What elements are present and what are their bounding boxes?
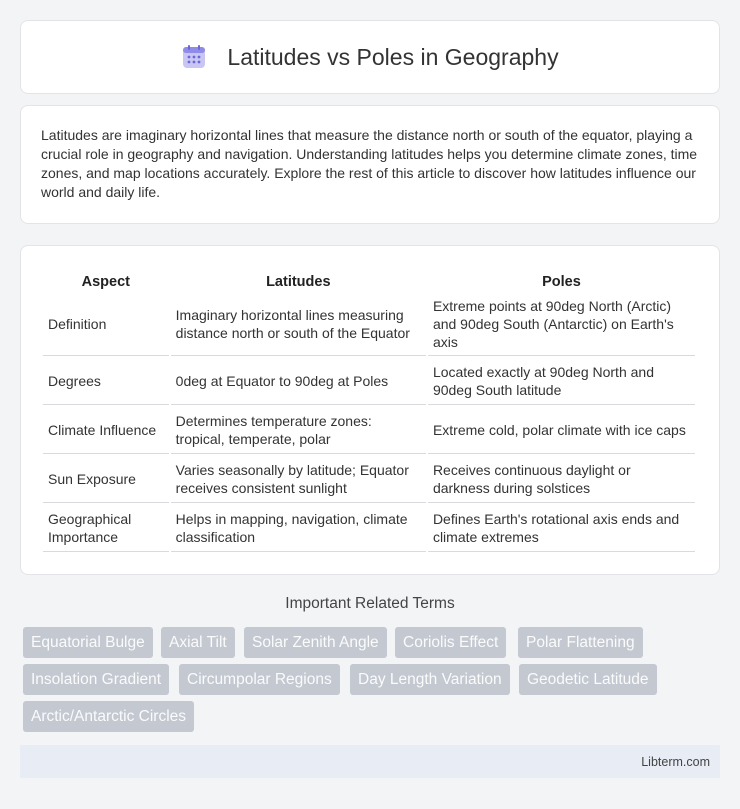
calendar-icon: [181, 44, 207, 70]
related-terms-title: Important Related Terms: [285, 595, 455, 612]
tag-geodetic-latitude[interactable]: Geodetic Latitude: [519, 664, 657, 695]
header-latitudes: Latitudes: [266, 274, 331, 290]
comparison-table-card: [20, 245, 720, 575]
table-cell: Sun Exposure: [43, 456, 169, 503]
table-cell: Defines Earth's rotational axis ends and climate extremes: [428, 505, 695, 552]
title-wrap: [181, 44, 558, 71]
table-header-row: [43, 268, 695, 290]
footer-site-link[interactable]: Libterm.com: [641, 754, 710, 769]
table-cell: Geographical Importance: [43, 505, 169, 552]
table-row: [43, 407, 695, 454]
table-cell: Helps in mapping, navigation, climate classification: [171, 505, 426, 552]
table-cell: Determines temperature zones: tropical, temperate, polar: [171, 407, 426, 454]
footer: [20, 745, 720, 778]
table-cell: Varies seasonally by latitude; Equator receives consistent sunlight: [171, 456, 426, 503]
table-row: [43, 456, 695, 503]
tag-axial-tilt[interactable]: Axial Tilt: [161, 627, 235, 658]
tag-day-length-variation[interactable]: Day Length Variation: [350, 664, 510, 695]
header-card: [20, 20, 720, 94]
header-aspect: Aspect: [81, 274, 130, 290]
tag-coriolis-effect[interactable]: Coriolis Effect: [395, 627, 506, 658]
table-cell: 0deg at Equator to 90deg at Poles: [171, 358, 426, 405]
tag-equatorial-bulge[interactable]: Equatorial Bulge: [23, 627, 153, 658]
header-poles: Poles: [542, 274, 581, 290]
table-cell: Located exactly at 90deg North and 90deg South latitude: [428, 358, 695, 405]
table-cell: Extreme points at 90deg North (Arctic) and 90deg South (Antarctic) on Earth's axis: [428, 292, 695, 356]
table-cell: Degrees: [43, 358, 169, 405]
table-cell: Imaginary horizontal lines measuring distance north or south of the Equator: [171, 292, 426, 356]
intro-text: Latitudes are imaginary horizontal lines that measure the distance north or south of the equator, playing a crucial role in geography and navigation. Understanding latitudes helps you determine climate zones, time zones, and map locations accurately. Explore the rest of this article to discover how latitudes influence our world and daily life.: [41, 127, 698, 200]
table-row: [43, 292, 695, 356]
intro-card: [20, 105, 720, 224]
table-cell: Extreme cold, polar climate with ice caps: [428, 407, 695, 454]
table-cell: Definition: [43, 292, 169, 356]
page-title: Latitudes vs Poles in Geography: [227, 43, 559, 70]
table-row: [43, 358, 695, 405]
tag-solar-zenith-angle[interactable]: Solar Zenith Angle: [244, 627, 387, 658]
table-cell: Climate Influence: [43, 407, 169, 454]
table-cell: Receives continuous daylight or darkness during solstices: [428, 456, 695, 503]
tag-arctic-antarctic-circles[interactable]: Arctic/Antarctic Circles: [23, 701, 194, 732]
comparison-table: [41, 266, 697, 554]
tag-polar-flattening[interactable]: Polar Flattening: [518, 627, 643, 658]
tag-circumpolar-regions[interactable]: Circumpolar Regions: [179, 664, 340, 695]
table-row: [43, 505, 695, 552]
tag-insolation-gradient[interactable]: Insolation Gradient: [23, 664, 169, 695]
